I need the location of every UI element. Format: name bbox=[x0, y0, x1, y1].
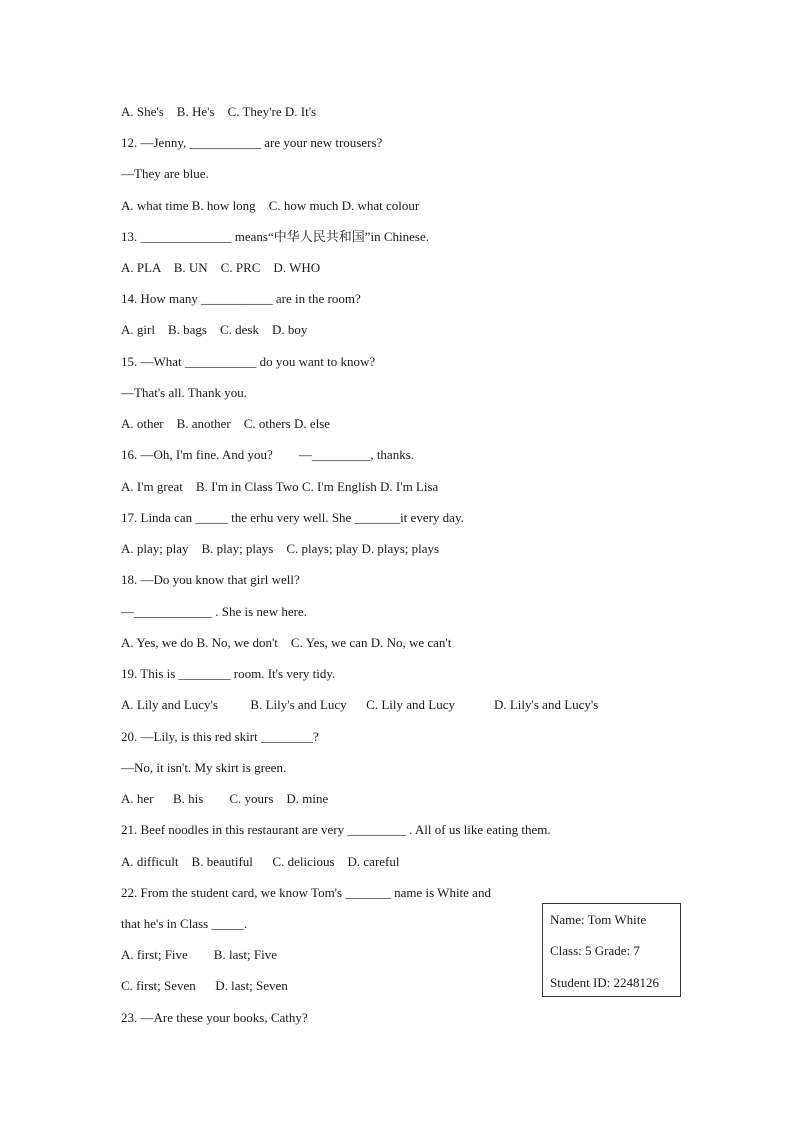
q14-options: A. girl B. bags C. desk D. boy bbox=[121, 322, 308, 337]
q11-options: A. She's B. He's C. They're D. It's bbox=[121, 104, 317, 119]
q12-question: 12. —Jenny, ___________ are your new trousers? bbox=[121, 135, 383, 150]
q15-options: A. other B. another C. others D. else bbox=[121, 416, 331, 431]
student-card-id: Student ID: 2248126 bbox=[550, 975, 660, 990]
q15-question: 15. —What ___________ do you want to know? bbox=[121, 354, 376, 369]
q13-options: A. PLA B. UN C. PRC D. WHO bbox=[121, 260, 321, 275]
q22-question-line1: 22. From the student card, we know Tom's _______ name is White and bbox=[121, 885, 491, 900]
q22-options-ab: A. first; Five B. last; Five bbox=[121, 947, 277, 962]
q13-question: 13. ______________ means“中华人民共和国”in Chinese. bbox=[121, 229, 429, 244]
q22-options-cd: C. first; Seven D. last; Seven bbox=[121, 978, 288, 993]
student-card-class-grade: Class: 5 Grade: 7 bbox=[550, 943, 640, 958]
q18-options: A. Yes, we do B. No, we don't C. Yes, we can D. No, we can't bbox=[121, 635, 452, 650]
q20-options: A. her B. his C. yours D. mine bbox=[121, 791, 329, 806]
student-card-name: Name: Tom White bbox=[550, 912, 647, 927]
q14-question: 14. How many ___________ are in the room? bbox=[121, 291, 361, 306]
student-card bbox=[542, 903, 681, 997]
q16-question: 16. —Oh, I'm fine. And you? —_________, thanks. bbox=[121, 447, 415, 462]
q21-options: A. difficult B. beautiful C. delicious D. careful bbox=[121, 854, 400, 869]
q12-answer: —They are blue. bbox=[121, 166, 209, 181]
q18-question: 18. —Do you know that girl well? bbox=[121, 572, 300, 587]
q22-question-line2: that he's in Class _____. bbox=[121, 916, 248, 931]
q17-options: A. play; play B. play; plays C. plays; play D. plays; plays bbox=[121, 541, 440, 556]
q16-options: A. I'm great B. I'm in Class Two C. I'm English D. I'm Lisa bbox=[121, 479, 439, 494]
q20-question: 20. —Lily, is this red skirt ________? bbox=[121, 729, 319, 744]
q12-options: A. what time B. how long C. how much D. what colour bbox=[121, 198, 420, 213]
q20-answer: —No, it isn't. My skirt is green. bbox=[121, 760, 287, 775]
q17-question: 17. Linda can _____ the erhu very well. She _______it every day. bbox=[121, 510, 464, 525]
q23-question: 23. —Are these your books, Cathy? bbox=[121, 1010, 308, 1025]
q19-options: A. Lily and Lucy's B. Lily's and Lucy C. Lily and Lucy D. Lily's and Lucy's bbox=[121, 697, 599, 712]
q21-question: 21. Beef noodles in this restaurant are very _________ . All of us like eating them. bbox=[121, 822, 551, 837]
q15-answer: —That's all. Thank you. bbox=[121, 385, 247, 400]
q19-question: 19. This is ________ room. It's very tidy. bbox=[121, 666, 336, 681]
q18-answer: —____________ . She is new here. bbox=[121, 604, 307, 619]
